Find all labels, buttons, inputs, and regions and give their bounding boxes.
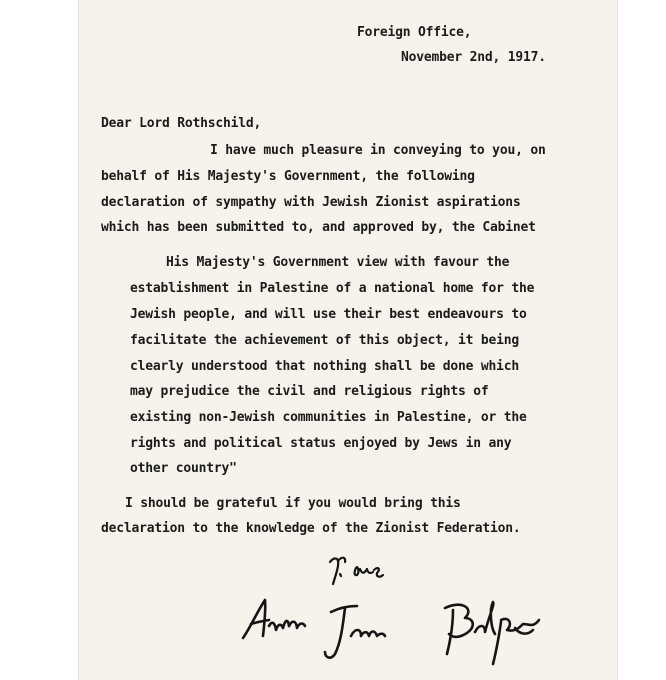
- letter-body-line: which has been submitted to, and approved by, the Cabinet: [101, 220, 536, 235]
- declaration-line: clearly understood that nothing shall be done which: [130, 359, 519, 374]
- declaration-line: Jewish people, and will use their best endeavours to: [130, 307, 527, 322]
- closing-line: I should be grateful if you would bring this: [125, 496, 461, 511]
- declaration-line: His Majesty's Government view with favour the: [166, 255, 510, 270]
- declaration-line: establishment in Palestine of a national home for the: [130, 281, 535, 296]
- declaration-line: existing non-Jewish communities in Palestine, or the: [130, 410, 527, 425]
- letter-body-line: behalf of His Majesty's Government, the following: [101, 169, 475, 184]
- declaration-line: facilitate the achievement of this object, it being: [130, 333, 519, 348]
- letter-salutation: Dear Lord Rothschild,: [101, 116, 262, 131]
- letter-body-line: I have much pleasure in conveying to you, on: [210, 143, 546, 158]
- letter-paper: [79, 0, 617, 680]
- declaration-line: may prejudice the civil and religious rights of: [130, 384, 489, 399]
- handwritten-signature: [239, 590, 579, 670]
- letter-office: Foreign Office,: [357, 25, 472, 40]
- letter-date: November 2nd, 1917.: [401, 50, 546, 65]
- letter-body-line: declaration of sympathy with Jewish Zionist aspirations: [101, 195, 521, 210]
- declaration-line: other country": [130, 461, 237, 476]
- declaration-line: rights and political status enjoyed by Jews in any: [130, 436, 512, 451]
- closing-line: declaration to the knowledge of the Zionist Federation.: [101, 521, 521, 536]
